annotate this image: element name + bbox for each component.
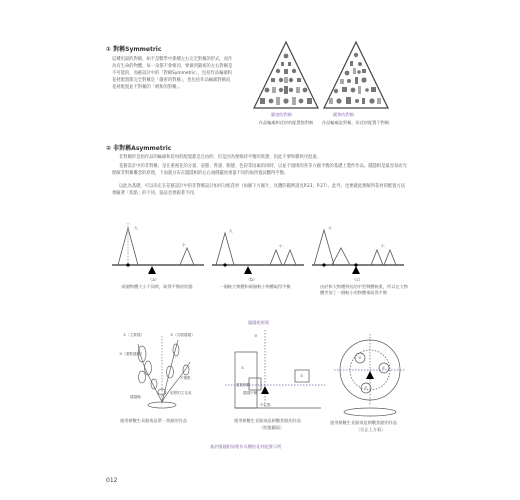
arr2-label-3: 隱隱中軸 bbox=[243, 391, 258, 395]
arr3-label-3: ② bbox=[364, 386, 368, 390]
arr2-caption-2: 〈狀態圖面〉 bbox=[259, 425, 285, 430]
diagram-c-label: （c） bbox=[352, 277, 363, 282]
section-2-paragraph-1: 非對稱形是指作品的輪廓和花材的配置都是自由的，但是因為要維持平衡的狀態，因此不要和雜秩序混淆。 bbox=[119, 155, 321, 160]
arr1-label-1: ①（主要隱） bbox=[123, 333, 145, 337]
lever-title: 隱隱相原理 bbox=[248, 320, 269, 325]
arr1-label-3: ③（重點隱隱） bbox=[119, 352, 144, 356]
diagram-b-label: （b） bbox=[246, 277, 258, 282]
strict-symmetry-figure bbox=[252, 40, 320, 110]
arr3-caption-2: 〈位正上方看〉 bbox=[356, 427, 386, 432]
arr1-label-5: 隱隱軸 bbox=[130, 395, 141, 399]
lever-footer: 基於隱隱相原理作具體的花材配置示例 bbox=[210, 444, 282, 449]
arr3-label-2: ① bbox=[382, 366, 386, 370]
arr1-label-6: 預想的主花束 bbox=[170, 391, 192, 395]
arrangement-1-figure bbox=[112, 332, 212, 412]
section-1-paragraph: 這種用說的對稱，如不是數學中那種左右完全對稱的形式，而作為有生命的物體，每一朵都不會相同，要做到嚴密的左右對稱是不可能的，而藝設計中的「對稱Symmetric」，包括作品輪廓和花材配置都完全對稱是「嚴密的對稱」，也包括作品輪廓對稱而花材配置並不對稱的「緩和的對稱」。 bbox=[112, 57, 233, 90]
diagram-c-tall-label: 大 bbox=[328, 226, 332, 230]
page-number: 012 bbox=[106, 477, 118, 484]
arr2-label-6: ② bbox=[300, 374, 304, 378]
arr1-caption: 運用槓數生長點或是單一焦點的作品 bbox=[120, 418, 188, 423]
arr2-label-2: 重點焦點 bbox=[236, 383, 251, 387]
diagram-a-label: （a） bbox=[148, 277, 159, 282]
arr2-label-5: ① bbox=[241, 366, 245, 370]
arr2-label-4: 中心點 bbox=[260, 403, 271, 407]
section-2-heading: ② 非對稱Asymmetric bbox=[106, 145, 172, 152]
arr1-label-2: ②（初看隱隱） bbox=[170, 333, 195, 337]
diagram-c-short-label: 小 bbox=[381, 244, 385, 248]
gentle-symmetry-caption: 作品輪廓是對稱，但花材配置不對稱 bbox=[322, 120, 390, 125]
balance-diagrams bbox=[108, 218, 408, 278]
arrangement-3-figure bbox=[330, 330, 410, 418]
gentle-symmetry-figure bbox=[322, 40, 390, 110]
arr1-label-4: 平衡點 bbox=[180, 376, 191, 380]
strict-symmetry-label: 嚴密的對稱 bbox=[271, 112, 292, 117]
arr3-label-1: ③ bbox=[358, 356, 362, 360]
diagram-a-caption: 兩個物體大小不同時，取得平衡的狀態 bbox=[121, 284, 193, 289]
gentle-symmetry-label: 緩和的對稱 bbox=[333, 112, 354, 117]
diagram-a-short-label: 小 bbox=[182, 243, 186, 247]
section-2-paragraph-3: 以此為基礎，可以決定在花藝設計中的非對稱設計如何分配花材（如圖下方圖片，具體的範例請見P.23、P.27）。此外，也要藉此理解到花材的配置方法會隨著「焦點」的不同，協法也會跟著不同。 bbox=[112, 184, 406, 196]
diagram-b-caption: 一個較大物體和兩個較小物體取得平衡 bbox=[219, 284, 291, 289]
diagram-b-short-label: 小 bbox=[279, 244, 283, 248]
diagram-b-tall-label: 大 bbox=[229, 229, 233, 233]
arr2-label-1: ③ bbox=[254, 334, 258, 338]
diagram-c-caption: 由於和大物體到抗的中型物體較重，所以在大物體旁加了一個較小的物體來取得平衡 bbox=[320, 284, 408, 295]
section-2-paragraph-2: 花藝設計中的非對稱，是在重視花的分量、姿態、質感、動態、色彩等因素的同時，以並不規則的各等方圖平衡的基礎上製作作品。隱隱相是最容易而光理解非對稱概念的原理，下面就分布在隱隱相的左右兩側擺放重量不同的兩西置試觀得平衡。 bbox=[112, 164, 407, 176]
arr3-caption-1: 運用槓數生長點或是槓數焦點的作品 bbox=[330, 420, 398, 425]
arr2-caption-1: 運用槓數生長點或是槓數焦點的作品 bbox=[234, 418, 302, 423]
arrangement-2-figure bbox=[225, 330, 325, 410]
section-1-heading: ① 對稱Symmetric bbox=[106, 46, 162, 53]
diagram-a-tall-label: 大 bbox=[134, 226, 138, 230]
strict-symmetry-caption: 作品輪廓和花材的配置都對稱 bbox=[258, 120, 314, 125]
